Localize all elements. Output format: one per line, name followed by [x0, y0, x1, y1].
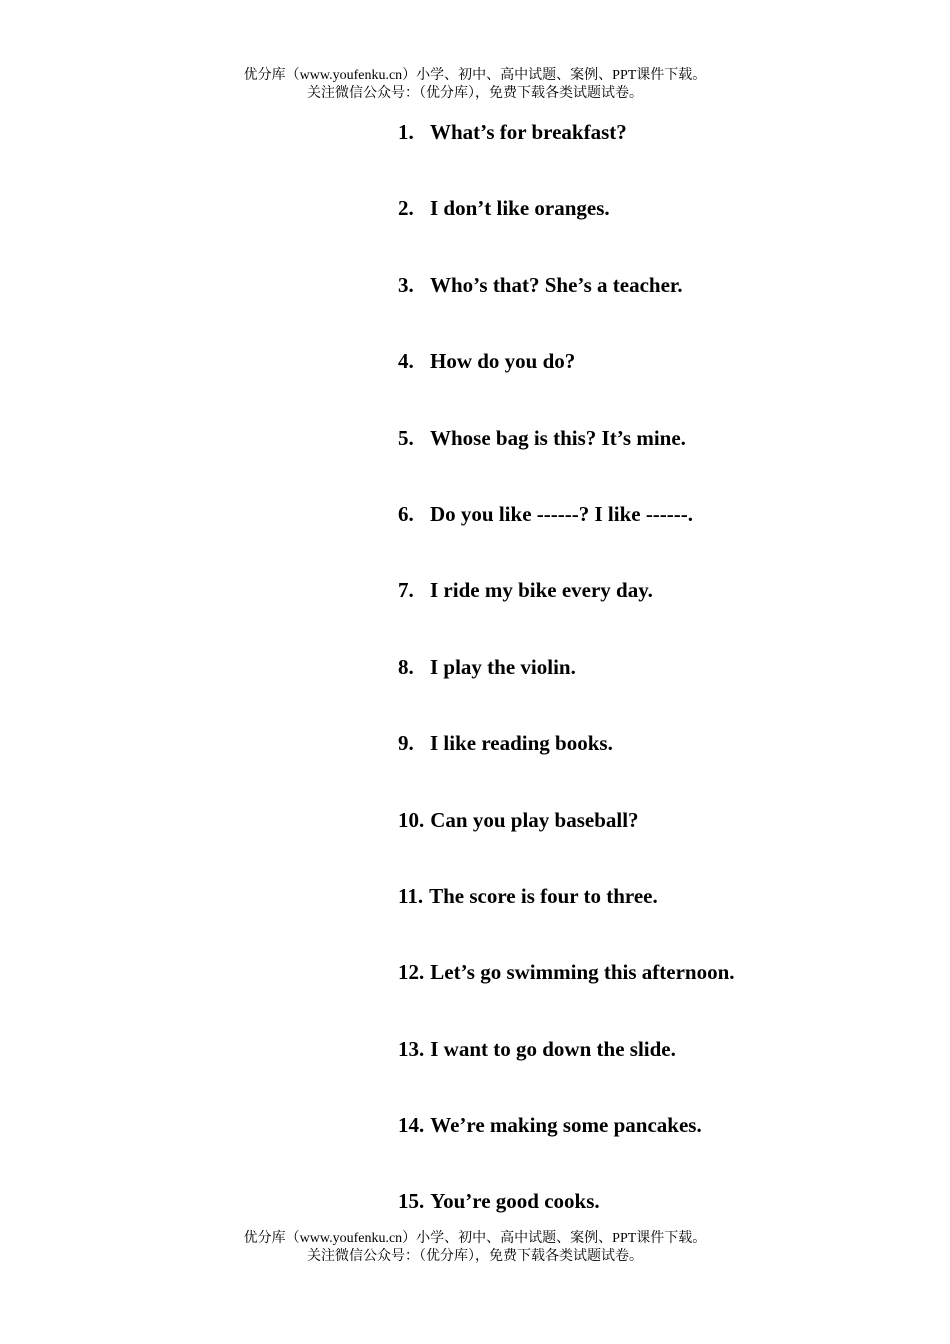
page-header: [0, 67, 950, 103]
item-number: 13.: [398, 1036, 425, 1061]
item-text: I ride my bike every day.: [430, 578, 653, 603]
item-number: 8.: [398, 654, 414, 679]
footer-line-2: 关注微信公众号：（优分库），免费下载各类试题试卷。: [307, 1249, 643, 1264]
list-item: [398, 1034, 735, 1110]
item-text: Who’s that? She’s a teacher.: [430, 272, 683, 297]
item-number: 3.: [398, 272, 414, 297]
list-item: [398, 1110, 735, 1186]
list-item: [398, 728, 735, 804]
list-item: [398, 346, 735, 422]
item-number: 12.: [398, 960, 425, 985]
header-line-2: 关注微信公众号：（优分库），免费下载各类试题试卷。: [307, 86, 643, 101]
footer-line-1: 优分库（www.youfenku.cn）小学、初中、高中试题、案例、PPT课件下载。: [243, 1231, 707, 1246]
item-text: I play the violin.: [430, 654, 576, 679]
header-line-1: 优分库（www.youfenku.cn）小学、初中、高中试题、案例、PPT课件下载。: [243, 68, 707, 83]
item-text: Let’s go swimming this afternoon.: [430, 960, 735, 985]
item-number: 5.: [398, 425, 414, 450]
list-item: [398, 193, 735, 269]
list-item: [398, 270, 735, 346]
item-number: 4.: [398, 349, 414, 374]
item-number: 1.: [398, 120, 414, 144]
item-number: 15.: [398, 1189, 425, 1214]
item-text: Do you like ------? I like ------.: [430, 501, 694, 526]
item-text: We’re making some pancakes.: [430, 1113, 702, 1138]
list-item: [398, 117, 735, 193]
list-item: [398, 957, 735, 1033]
item-number: 9.: [398, 731, 414, 756]
item-text: I want to go down the slide.: [430, 1036, 676, 1061]
item-text: Can you play baseball?: [430, 807, 639, 832]
item-text: You’re good cooks.: [430, 1189, 600, 1214]
item-number: 10.: [398, 807, 425, 832]
list-item: [398, 423, 735, 499]
item-number: 14.: [398, 1113, 425, 1138]
list-item: [398, 499, 735, 575]
item-text: How do you do?: [430, 349, 576, 374]
item-text: What’s for breakfast?: [430, 120, 627, 144]
item-number: 2.: [398, 196, 414, 221]
item-number: 11.: [398, 883, 424, 908]
sentence-list: [398, 117, 735, 1263]
list-item: [398, 881, 735, 957]
list-item: [398, 575, 735, 651]
list-item: [398, 652, 735, 728]
item-text: I don’t like oranges.: [430, 196, 610, 221]
item-number: 7.: [398, 578, 414, 603]
item-text: Whose bag is this? It’s mine.: [430, 425, 686, 450]
item-text: I like reading books.: [430, 731, 613, 756]
page-footer: [0, 1230, 950, 1266]
list-item: [398, 805, 735, 881]
item-number: 6.: [398, 501, 414, 526]
item-text: The score is four to three.: [429, 883, 658, 908]
